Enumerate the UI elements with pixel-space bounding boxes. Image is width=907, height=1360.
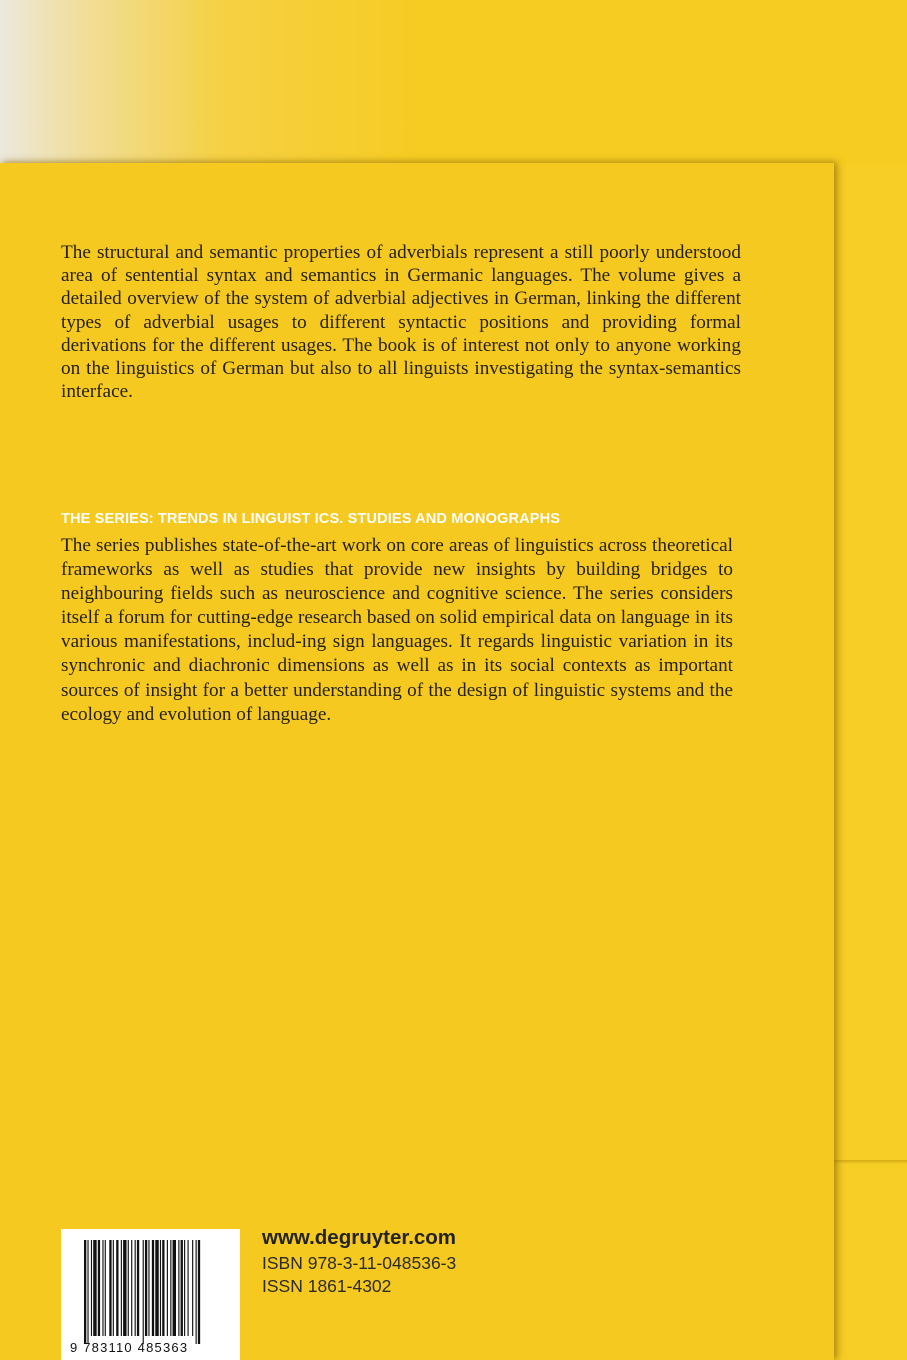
cover-flap-edge: [834, 165, 907, 1360]
barcode-bar: [167, 1240, 168, 1336]
barcode-bar: [91, 1240, 92, 1336]
barcode-bar: [84, 1240, 86, 1344]
barcode-bar: [102, 1240, 103, 1336]
barcode-bar: [121, 1240, 122, 1336]
series-heading: THE SERIES: TRENDS IN LINGUIST ICS. STUDIES AND MONOGRAPHS: [61, 511, 561, 527]
barcode-bar: [143, 1240, 144, 1344]
barcode-bar: [196, 1240, 197, 1344]
barcode-bar: [93, 1240, 96, 1336]
barcode-bar: [116, 1240, 118, 1336]
issn: ISSN 1861-4302: [262, 1276, 392, 1296]
barcode-bar: [173, 1240, 176, 1336]
barcode-bar: [137, 1240, 139, 1336]
barcode-bar: [113, 1240, 114, 1336]
barcode-bar: [128, 1240, 129, 1336]
barcode-bar: [184, 1240, 185, 1336]
barcode-bar: [181, 1240, 183, 1336]
barcode-bar: [87, 1240, 88, 1344]
barcode-bar: [131, 1240, 132, 1336]
publisher-website: www.degruyter.com: [262, 1226, 457, 1249]
barcode-bar: [123, 1240, 126, 1336]
series-description: The series publishes state-of-the-art work on core areas of linguistics across theoretical frameworks as well as studies that provide new insights by building bridges to neighbouring fields such as neuroscience and cognitive science. The series considers itself a forum for cutting-edge research based on solid empirical data on language in its various manifestations, includ-ing sign languages. It regards linguistic variation in its synchronic and diachronic dimensions as well as in its social contexts as important sources of insight for a better understanding of the design of linguistic systems and the ecology and evolution of language.: [61, 535, 733, 725]
barcode-bar: [105, 1240, 106, 1336]
cover-flap-shadow: [834, 1160, 907, 1164]
isbn: ISBN 978-3-11-048536-3: [262, 1253, 457, 1273]
barcode-bar: [178, 1240, 179, 1336]
barcode-bar: [170, 1240, 171, 1336]
barcode-bar: [160, 1240, 161, 1336]
barcode-bar: [148, 1240, 149, 1336]
barcode-bar: [198, 1240, 200, 1344]
barcode-number: 9 783110 485363: [70, 1340, 189, 1355]
barcode-bar: [135, 1240, 136, 1336]
barcode-bar: [188, 1240, 189, 1336]
barcode-bar: [155, 1240, 158, 1336]
barcode-bar: [192, 1240, 193, 1336]
barcode-bar: [98, 1240, 100, 1336]
book-description: The structural and semantic properties of adverbials represent a still poorly understood area of sentential syntax and semantics in Germanic languages. The volume gives a detailed overview of the system of adverbial adjectives in German, linking the different types of adverbial usages to different syntactic positions and providing formal derivations for the different usages. The book is of interest not only to anyone working on the linguistics of German but also to all linguists investigating the syntax-semantics interface.: [61, 242, 741, 403]
barcode-icon: [84, 1240, 229, 1344]
barcode-bar: [162, 1240, 164, 1336]
barcode-bar: [109, 1240, 111, 1336]
barcode-bar: [152, 1240, 154, 1336]
barcode-bar: [145, 1240, 147, 1336]
